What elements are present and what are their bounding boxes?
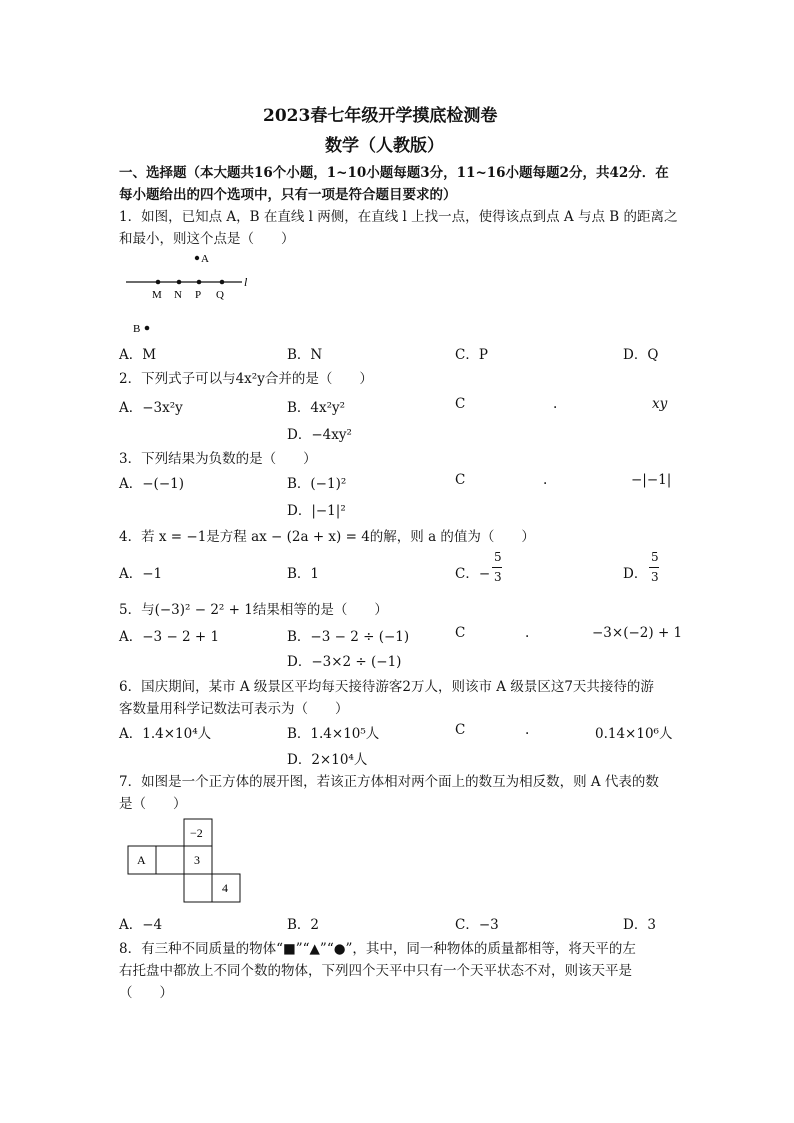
question-1-option-d: D．Q — [623, 347, 659, 363]
question-1-figure — [118, 247, 258, 337]
section-heading-line1: 一、选择题（本大题共16个小题，1~10小题每题3分，11~16小题每题2分，共42分．在 — [119, 165, 669, 181]
question-2-option-c-dot: . — [553, 396, 558, 412]
question-5-option-c-letter: C — [455, 625, 466, 641]
point-m-dot — [156, 280, 161, 285]
question-7-line1: 7．如图是一个正方体的展开图，若该正方体相对两个面上的数互为相反数，则 A 代表的数 — [119, 774, 659, 790]
question-5-option-a: A．−3 − 2 + 1 — [119, 629, 220, 645]
question-6-option-b: B．1.4×10⁵人 — [287, 726, 380, 742]
question-4-option-d-numerator: 5 — [651, 550, 659, 564]
question-7-option-a: A．−4 — [119, 917, 163, 933]
question-3-option-c-dot: . — [543, 472, 548, 488]
question-4-option-c: C．− — [455, 566, 491, 582]
question-6-option-c-value: 0.14×10⁶人 — [595, 726, 673, 742]
question-2-option-d: D．−4xy² — [287, 427, 352, 443]
question-2-stem: 2．下列式子可以与4x²y合并的是（ ） — [119, 371, 373, 387]
question-5-option-c-value: −3×(−2) + 1 — [592, 625, 683, 641]
question-4-option-d: D． — [623, 566, 648, 582]
question-3-option-c-letter: C — [455, 472, 466, 488]
question-4-option-c-denominator: 3 — [494, 570, 502, 584]
cube-net-figure — [124, 816, 242, 906]
question-6-option-d: D．2×10⁴人 — [287, 752, 368, 768]
question-5-stem: 5．与(−3)² − 2² + 1结果相等的是（ ） — [119, 602, 388, 618]
point-b-label: B — [133, 323, 141, 335]
question-5-option-b: B．−3 − 2 ÷ (−1) — [287, 629, 410, 645]
question-1-option-b: B．N — [287, 347, 323, 363]
question-7-option-b: B．2 — [287, 917, 320, 933]
question-6-option-a: A．1.4×10⁴人 — [119, 726, 212, 742]
question-6-option-c-dot: . — [525, 722, 530, 738]
question-4-option-d-denominator: 3 — [651, 570, 659, 584]
question-6-option-c-letter: C — [455, 722, 466, 738]
question-6-line1: 6．国庆期间，某市 A 级景区平均每天接待游客2万人，则该市 A 级景区这7天共接待的游 — [119, 679, 654, 695]
question-6-line2: 客数量用科学记数法可表示为（ ） — [119, 701, 349, 717]
question-2-option-c-letter: C — [455, 396, 466, 412]
question-4-stem: 4．若 x = −1是方程 ax − (2a + x) = 4的解，则 a 的值为（ ） — [119, 529, 535, 545]
question-4-option-c-numerator: 5 — [494, 550, 502, 564]
question-2-option-a: A．−3x²y — [119, 400, 183, 416]
point-q-dot — [220, 280, 225, 285]
point-n-dot — [177, 280, 182, 285]
net-cell-mid-left — [156, 846, 184, 874]
point-b-dot — [145, 326, 150, 331]
point-q-label: Q — [216, 289, 224, 301]
question-1-option-c: C．P — [455, 347, 488, 363]
question-1-line2: 和最小，则这个点是（ ） — [119, 231, 295, 247]
section-heading-line2: 每小题给出的四个选项中，只有一项是符合题目要求的） — [119, 187, 457, 203]
question-7-line2: 是（ ） — [119, 796, 187, 812]
net-label-left: A — [137, 853, 146, 867]
page-subtitle: 数学（人教版） — [325, 136, 444, 156]
question-4-option-b: B．1 — [287, 566, 320, 582]
question-8-line1: 8．有三种不同质量的物体“■”“▲”“●”，其中，同一种物体的质量都相等，将天平的左 — [119, 941, 636, 957]
net-label-top: −2 — [190, 826, 203, 840]
question-3-option-a: A．−(−1) — [119, 476, 184, 492]
question-2-option-c-value: xy — [652, 396, 668, 412]
question-7-option-c: C．−3 — [455, 917, 499, 933]
point-a-dot — [195, 256, 199, 260]
question-1-line1: 1．如图，已知点 A，B 在直线 l 两侧，在直线 l 上找一点，使得该点到点 A 与点 B 的距离之 — [119, 209, 678, 225]
question-4-option-c-bar — [492, 567, 502, 568]
point-p-label: P — [195, 289, 202, 301]
question-4-option-a: A．−1 — [119, 566, 163, 582]
point-n-label: N — [174, 289, 182, 301]
question-2-option-b: B．4x²y² — [287, 400, 346, 416]
net-label-center: 3 — [194, 853, 200, 867]
net-label-bottom-right: 4 — [222, 881, 228, 895]
page-title: 2023春七年级开学摸底检测卷 — [263, 106, 498, 126]
net-cell-below — [184, 874, 212, 902]
point-m-label: M — [152, 289, 162, 301]
question-8-line3: （ ） — [119, 985, 173, 1001]
point-a-label: A — [201, 253, 209, 265]
question-5-option-c-dot: . — [525, 625, 530, 641]
question-4-option-d-bar — [649, 567, 659, 568]
line-l-label: l — [244, 275, 248, 289]
question-3-stem: 3．下列结果为负数的是（ ） — [119, 451, 317, 467]
point-p-dot — [197, 280, 202, 285]
question-8-line2: 右托盘中都放上不同个数的物体，下列四个天平中只有一个天平状态不对，则该天平是 — [119, 963, 632, 979]
question-1-option-a: A．M — [119, 347, 157, 363]
question-3-option-c-value: −|−1| — [631, 472, 672, 488]
question-3-option-d: D．|−1|² — [287, 503, 346, 519]
question-5-option-d: D．−3×2 ÷ (−1) — [287, 654, 402, 670]
question-7-option-d: D．3 — [623, 917, 656, 933]
question-3-option-b: B．(−1)² — [287, 476, 347, 492]
